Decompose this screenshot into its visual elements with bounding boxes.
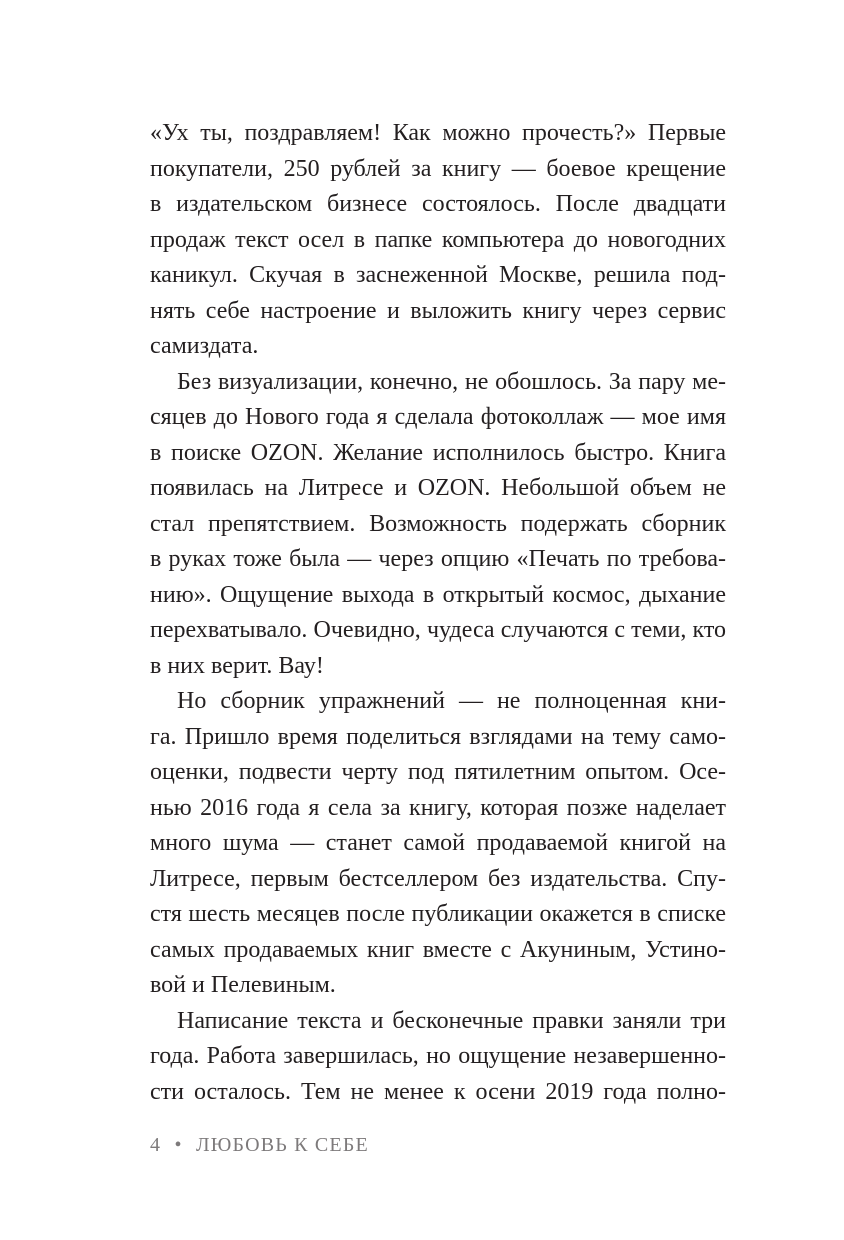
text-line: нять себе настроение и выложить книгу через сервис bbox=[150, 297, 726, 324]
text-line: оценки, подвести черту под пятилетним опытом. Осе- bbox=[150, 759, 726, 785]
text-line: продаж текст осел в папке компьютера до новогодних bbox=[150, 226, 726, 253]
text-line: в руках тоже была — через опцию «Печать по требова- bbox=[150, 546, 726, 572]
text-line: стал препятствием. Возможность подержать сборник bbox=[150, 510, 726, 537]
body-text bbox=[150, 116, 726, 1110]
text-line: Литресе, первым бестселлером без издательства. Спу- bbox=[150, 865, 726, 892]
text-line: «Ух ты, поздравляем! Как можно прочесть?» Первые bbox=[150, 120, 726, 146]
text-line: сти осталось. Тем не менее к осени 2019 года полно- bbox=[150, 1078, 726, 1105]
text-line: года. Работа завершилась, но ощущение незавершенно- bbox=[150, 1043, 726, 1069]
text-line: покупатели, 250 рублей за книгу — боевое крещение bbox=[150, 155, 726, 182]
text-line: сяцев до Нового года я сделала фотоколлаж — мое имя bbox=[150, 404, 726, 430]
paragraph bbox=[150, 116, 726, 365]
text-line: вой и Пелевиным. bbox=[150, 972, 336, 998]
text-line: каникул. Скучая в заснеженной Москве, решила под- bbox=[150, 262, 726, 288]
bullet-separator: • bbox=[174, 1134, 183, 1156]
text-line: нию». Ощущение выхода в открытый космос, дыхание bbox=[150, 581, 726, 608]
running-title: ЛЮБОВЬ К СЕБЕ bbox=[196, 1134, 369, 1156]
paragraph bbox=[150, 684, 726, 1004]
text-line: га. Пришло время поделиться взглядами на тему само- bbox=[150, 723, 726, 750]
text-line: много шума — станет самой продаваемой книгой на bbox=[150, 830, 726, 856]
page-number: 4 bbox=[150, 1134, 161, 1156]
text-line: самых продаваемых книг вместе с Акуниным, Устино- bbox=[150, 936, 726, 963]
page-footer bbox=[150, 1130, 369, 1160]
text-line: появилась на Литресе и OZON. Небольшой объем не bbox=[150, 475, 726, 501]
paragraph bbox=[150, 1004, 726, 1111]
text-line: нью 2016 года я села за книгу, которая позже наделает bbox=[150, 794, 726, 821]
text-line: стя шесть месяцев после публикации окажется в списке bbox=[150, 901, 726, 927]
text-line: в поиске OZON. Желание исполнилось быстро. Книга bbox=[150, 439, 726, 466]
text-line: Написание текста и бесконечные правки заняли три bbox=[177, 1007, 726, 1034]
text-line: в них верит. Вау! bbox=[150, 652, 324, 679]
text-line: в издательском бизнесе состоялось. После двадцати bbox=[150, 191, 726, 217]
text-line: самиздата. bbox=[150, 333, 259, 359]
paragraph bbox=[150, 365, 726, 685]
text-line: Но сборник упражнений — не полноценная кни- bbox=[177, 688, 726, 714]
text-line: Без визуализации, конечно, не обошлось. За пару ме- bbox=[177, 368, 726, 395]
text-line: перехватывало. Очевидно, чудеса случаются с теми, кто bbox=[150, 617, 726, 643]
